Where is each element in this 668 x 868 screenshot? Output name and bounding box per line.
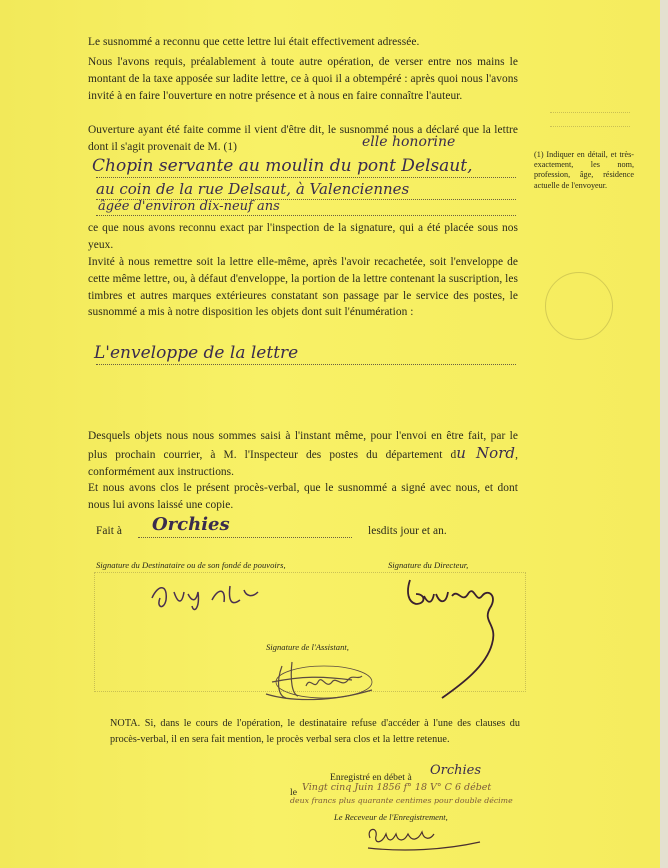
hand-sender-line1: elle honorine [362,134,456,150]
paragraph-signature-check: ce que nous avons reconnu exact par l'inspection de la signature, qui a été placée sous nos yeux. [88,222,518,251]
enreg-line1: Enregistré en débet à [330,772,412,783]
lesdits-label: lesdits jour et an. [368,525,447,537]
directeur-signature [402,574,512,704]
faint-stamp [545,272,613,340]
hand-place: Orchies [152,514,230,535]
nota-text: NOTA. Si, dans le cours de l'opération, le destinataire refuse d'accéder à l'une des clauses du procès-verbal, il en sera fait mention, le procès verbal sera clos et la lettre retenue. [110,718,520,745]
paragraph-seizure [88,428,518,480]
fill-line [96,177,516,178]
page-edge [660,0,668,868]
label-directeur: Signature du Directeur, [388,560,469,570]
seizure-text-end: , conformément aux instructions. [88,448,518,478]
destinataire-signature [148,578,268,618]
hand-sender-line2: Chopin servante au moulin du pont Delsaut, [92,156,473,176]
paragraph-invitation: Invité à nous remettre soit la lettre elle-même, après l'avoir recachetée, soit l'enveloppe de cette même lettre, ou, à défaut d'enveloppe, la portion de la lettre contenant la suscription, les timbres et autres marques extérieures constatant son passage par le service des postes, le susnommé a mis à notre disposition les objets dont suit l'énumération : [88,256,518,319]
paragraph-tax: Nous l'avons requis, préalablement à toute autre opération, de verser entre nos mains le montant de la taxe apposée sur ladite lettre, ce à quoi il a obtempéré : après quoi nous l'avons invité à en faire l'ouverture en notre présence et à nous en faire connaître l'auteur. [88,56,518,102]
fill-line [138,537,352,538]
hand-sender-line3: au coin de la rue Delsaut, à Valenciennes [96,180,410,198]
fill-line [96,215,516,216]
fait-a-label: Fait à [96,525,122,537]
enreg-line2: le [290,787,298,798]
margin-rule [550,112,630,113]
assistant-signature [262,656,382,706]
hand-enreg-amount: deux francs plus quarante centimes pour double décime [290,796,513,805]
paragraph-recognition: Le susnommé a reconnu que cette lettre lui était effectivement adressée. [88,36,420,48]
fill-line [96,364,516,365]
margin-rule [550,126,630,127]
hand-sender-line4: âgée d'environ dix-neuf ans [98,199,280,214]
paragraph-opening: Ouverture ayant été faite comme il vient d'être dit, le susnommé nous a déclaré que la lettre dont il s'agit provenait de M. (1) [88,124,518,153]
label-receveur: Le Receveur de l'Enregistrement, [334,812,448,822]
hand-enreg-place: Orchies [430,763,482,778]
hand-enreg-date: Vingt cinq Juin 1856 f° 18 V° C 6 débet [302,782,492,793]
sidenote: (1) Indiquer en détail, et très-exactement, les nom, profession, âge, résidence actuelle de l'envoyeur. [534,150,634,190]
label-destinataire: Signature du Destinataire ou de son fondé de pouvoirs, [96,560,286,570]
label-assistant: Signature de l'Assistant, [266,642,349,652]
hand-department: u Nord [456,443,516,462]
paragraph-closing: Et nous avons clos le présent procès-verbal, que le susnommé a signé avec nous, et dont nous lui avons laissé une copie. [88,482,518,511]
hand-objects: L'enveloppe de la lettre [94,343,299,363]
seizure-text: Desquels objets nous nous sommes saisi à l'instant même, pour l'envoi en être fait, par le plus prochain courrier, à M. l'Inspecteur des postes du département d [88,430,518,461]
receveur-signature [364,820,484,856]
